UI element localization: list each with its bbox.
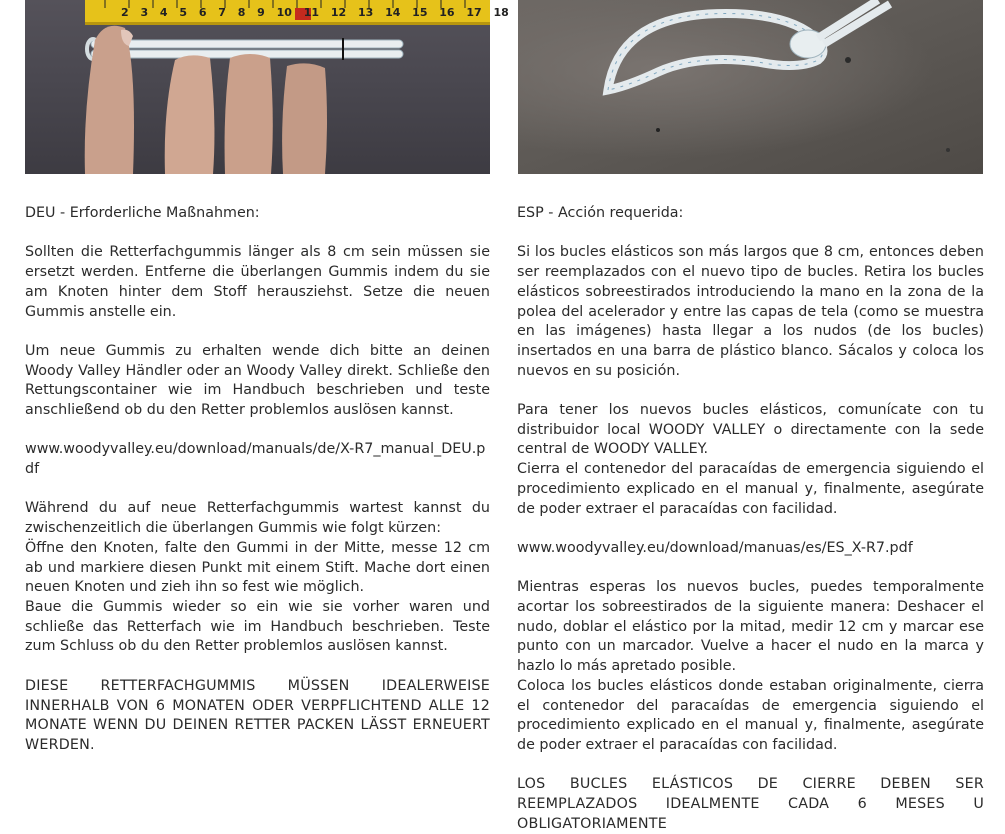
ruler-mark: 7 — [218, 6, 226, 19]
german-paragraph: Um neue Gummis zu erhalten wende dich bitte an deinen Woody Valley Händler oder an Woody Valley direkt. Schließe den Rettungscontainer wie im Handbuch beschrieben und teste anschließend ob du den Retter problemlos auslösen kannst. — [25, 342, 490, 418]
spanish-paragraph: Si los bucles elásticos son más largos que 8 cm, entonces deben ser reemplazados con el nuevo tipo de bucles. Retira los bucles elásticos sobreestirados introduciendo la mano en la zona de la polea del acelerador y entre las capas de tela (como se muestra en las imágenes) hasta llegar a los nudos (de los bucles) insertados en una barra de plástico blanco. Sácalos y coloca los nuevos en su posición. — [517, 244, 984, 379]
ruler-mark: 16 — [439, 6, 455, 19]
ruler-mark: 13 — [357, 6, 374, 19]
german-paragraph: Baue die Gummis wieder so ein wie sie vorher waren und schließe das Retterfach wie im Handbuch beschrieben. Teste zum Schluss ob du den Retter problemlos auslösen kannst. — [25, 599, 490, 655]
ruler-mark: 2 — [121, 6, 129, 19]
bungee-loop-photo — [518, 0, 983, 174]
ruler-mark: 11 — [303, 6, 320, 19]
german-paragraph: Sollten die Retterfachgummis länger als 8 cm sein müssen sie ersetzt werden. Entferne die überlangen Gummis indem du sie am Knoten hinter dem Stoff herausziehst. Setze die neuen Gummis anstelle ein. — [25, 244, 490, 320]
spanish-section — [517, 200, 984, 834]
german-heading: DEU - Erforderliche Maßnahmen: — [25, 205, 260, 221]
ruler-mark: 8 — [237, 6, 246, 19]
ruler-mark: 9 — [257, 6, 265, 19]
bungee-loop-photo-drawing — [518, 0, 983, 174]
german-warning: DIESE RETTERFACHGUMMIS MÜSSEN IDEALERWEISE INNERHALB VON 6 MONATEN ODER VERPFLICHTEND ALLE 12 MONATE WENN DU DEINEN RETTER PACKEN LÄSST ERNEUERT WERDEN. — [25, 677, 490, 753]
spanish-paragraph: Mientras esperas los nuevos bucles, puedes temporalmente acortar los sobreestirados de la siguiente manera: Deshacer el nudo, doblar el elástico por la mitad, medir 12 cm y marcar ese punto con un marcador. Vuelve a hacer el nudo en la marca y hazlo lo más apretado posible. — [517, 579, 984, 675]
german-paragraph: Öffne den Knoten, falte den Gummi in der Mitte, messe 12 cm ab und markiere diesen Punkt mit einem Stift. Mache dort einen neuen Knoten und zieh ihn so fest wie möglich. — [25, 539, 490, 596]
german-manual-url: www.woodyvalley.eu/download/manuals/de/X-R7_manual_DEU.pdf — [25, 441, 486, 478]
german-paragraph: Während du auf neue Retterfachgummis wartest kannst du zwischenzeitlich die überlangen Gummis wie folgt kürzen: — [25, 500, 490, 537]
ruler-mark: 15 — [412, 6, 428, 19]
ruler-mark: 6 — [198, 6, 207, 19]
spanish-warning: LOS BUCLES ELÁSTICOS DE CIERRE DEBEN SER REEMPLAZADOS IDEALMENTE CADA 6 MESES U OBLIGATORIAMENTE — [517, 776, 984, 832]
tape-measure-photo — [25, 0, 509, 174]
spanish-paragraph: Para tener los nuevos bucles elásticos, comunícate con tu distribuidor local WOODY VALLEY o directamente con la sede central de WOODY VALLEY. — [517, 402, 984, 458]
ruler-mark: 5 — [179, 6, 188, 19]
spanish-paragraph: Cierra el contenedor del paracaídas de emergencia siguiendo el procedimiento explicado en el manual y, finalmente, asegúrate de poder extraer el paracaídas con facilidad. — [517, 461, 984, 517]
ruler-mark: 3 — [140, 6, 149, 19]
ruler-mark: 18 — [493, 6, 509, 19]
ruler-mark: 4 — [159, 6, 168, 19]
ruler-mark: 14 — [385, 6, 401, 19]
spanish-paragraph: Coloca los bucles elásticos donde estaban originalmente, cierra el contenedor del paracaídas de emergencia siguiendo el procedimiento explicado en el manual y, finalmente, asegúrate de poder extraer el paracaídas con facilidad. — [517, 677, 984, 753]
tape-measure-numbers — [115, 6, 515, 22]
spanish-manual-url: www.woodyvalley.eu/download/manuas/es/ES_X-R7.pdf — [517, 539, 913, 556]
ruler-mark: 17 — [466, 6, 482, 19]
spanish-heading: ESP - Acción requerida: — [517, 205, 684, 221]
tape-measure-photo-drawing — [25, 0, 490, 174]
ruler-mark: 10 — [276, 6, 292, 19]
german-section — [25, 200, 490, 756]
ruler-mark: 12 — [330, 6, 347, 19]
